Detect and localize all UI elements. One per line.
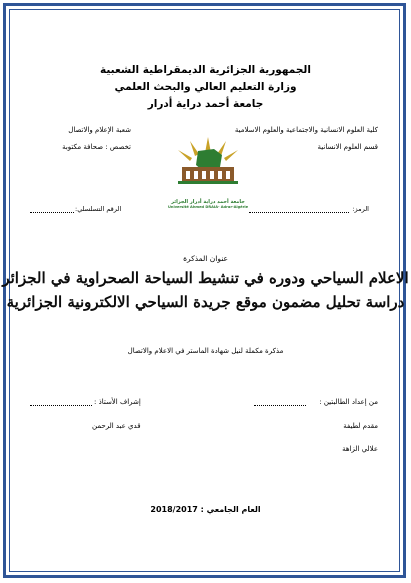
- university-name: جامعة أحمد دراية أدرار: [147, 98, 264, 110]
- faculty-name: كلية العلوم الانسانية والاجتماعية والعلوم الاسلامية: [234, 126, 378, 134]
- memo-title-line1: الاعلام السياحي ودوره في تنشيط السياحة الصحراوية في الجزائر: [2, 269, 409, 287]
- memo-purpose: مذكرة مكملة لنيل شهادة الماستر في الاعلام والاتصال: [127, 347, 284, 355]
- republic-name: الجمهورية الجزائرية الديمقراطية الشعبية: [100, 64, 311, 76]
- specialty-name: تخصص : صحافة مكتوبة: [62, 143, 131, 151]
- serial-field-line: [30, 212, 74, 213]
- prepared-field-line: [254, 405, 306, 406]
- ministry-name: وزارة التعليم العالي والبحث العلمي: [114, 81, 297, 93]
- serial-label: الرقم التسلسلي:: [75, 205, 122, 213]
- supervisor-name: قدي عبد الرحمن: [92, 422, 141, 430]
- memo-title-line2: دراسة تحليل مضمون موقع جريدة السياحي الالكترونية الجزائرية: [6, 293, 405, 311]
- academic-year: العام الجامعي : 2018/2017: [150, 505, 261, 514]
- university-logo-icon: [168, 137, 248, 201]
- symbol-field-line: [249, 212, 349, 213]
- prepared-by-label: من إعداد الطالبتين :: [319, 398, 378, 406]
- logo-name-ar: جامعة أحمد دراية أدرار الجزائر: [171, 199, 245, 205]
- branch-name: شعبة الإعلام والاتصال: [68, 126, 131, 134]
- department-name: قسم العلوم الانسانية: [317, 143, 378, 151]
- supervisor-label: إشراف الأستاذ :: [94, 398, 141, 406]
- memo-heading: عنوان المذكرة: [183, 254, 228, 263]
- student-1-name: مقدم لطيفة: [343, 422, 378, 430]
- symbol-label: الرمز:: [352, 205, 369, 213]
- student-2-name: علالي الزاهة: [342, 445, 378, 453]
- page-border-inner: [9, 9, 400, 572]
- logo-name-en: Université Ahmed DRAIA- Adrar-Algérie: [168, 205, 249, 209]
- supervisor-field-line: [30, 405, 92, 406]
